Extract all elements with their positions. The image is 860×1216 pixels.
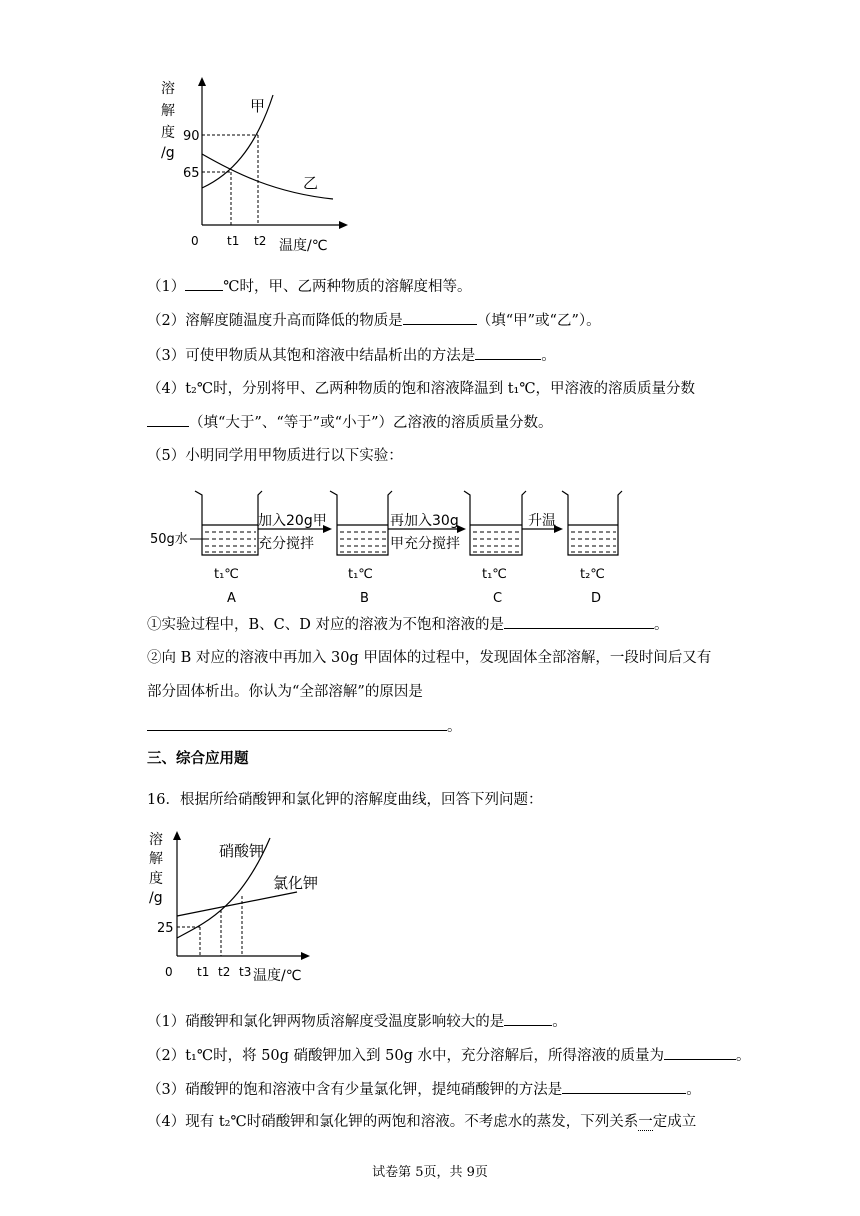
q16-p1: （1）硝酸钾和氯化钾两物质溶解度受温度影响较大的是 。 — [147, 1011, 567, 1032]
q15-s2a: ②向 B 对应的溶液中再加入 30g 甲固体的过程中，发现固体全部溶解，一段时间后又有 — [147, 650, 712, 666]
section-title: 三、综合应用题 — [147, 750, 249, 767]
answer-blank[interactable] — [562, 1079, 686, 1094]
y-label-4: /g — [161, 145, 175, 161]
label-d: D — [591, 591, 602, 606]
step1-line1: 加入20g甲 — [258, 513, 327, 529]
series-kcl-label: 氯化钾 — [273, 874, 319, 892]
q15-s2b: 部分固体析出。你认为“全部溶解”的原因是 — [147, 684, 423, 700]
y-label-2: 解 — [161, 103, 175, 119]
temp-a: t₁℃ — [214, 567, 239, 582]
label-c: C — [493, 591, 503, 606]
step3-label: 升温 — [528, 513, 556, 529]
y-label-1: 溶 — [149, 832, 163, 848]
answer-blank[interactable] — [475, 345, 541, 360]
q15-s2c: 。 — [147, 716, 462, 737]
origin-label: 0 — [191, 234, 199, 248]
origin-label: 0 — [165, 965, 173, 979]
q16-p2: （2）t₁℃时，将 50g 硝酸钾加入到 50g 水中，充分溶解后，所得溶液的质量为 。 — [147, 1045, 751, 1066]
x-axis-label: 温度/℃ — [253, 968, 302, 984]
label-b: B — [360, 591, 369, 606]
solubility-chart-2 — [145, 828, 335, 988]
x-tick-t2: t2 — [254, 234, 267, 248]
series-kno3-label: 硝酸钾 — [219, 842, 265, 860]
answer-blank[interactable] — [504, 614, 654, 629]
series-yi-label: 乙 — [303, 174, 319, 192]
water-label: 50g水 — [150, 532, 188, 547]
q15-p1: （1） ℃时，甲、乙两种物质的溶解度相等。 — [147, 276, 471, 297]
curve-kcl — [177, 892, 297, 916]
solubility-chart-1 — [155, 75, 355, 260]
y-label-3: 度 — [149, 871, 163, 887]
step2-line2: 甲充分搅拌 — [390, 536, 460, 552]
experiment-diagram — [150, 485, 650, 610]
temp-d: t₂℃ — [580, 567, 605, 582]
q16-p4: （4）现有 t₂℃时硝酸钾和氯化钾的两饱和溶液。不考虑水的蒸发，下列关系一定成立 — [147, 1114, 697, 1130]
q15-p5: （5）小明同学用甲物质进行以下实验： — [147, 448, 403, 464]
q15-p4b: （填“大于”、“等于”或“小于”）乙溶液的溶质质量分数。 — [147, 412, 552, 433]
page-footer: 试卷第 5页，共 9页 — [372, 1165, 488, 1180]
label-a: A — [227, 591, 236, 606]
answer-blank[interactable] — [403, 310, 477, 325]
y-label-2: 解 — [149, 851, 163, 867]
x-tick-t1: t1 — [227, 234, 240, 248]
y-tick-65: 65 — [183, 166, 200, 181]
q16-p3: （3）硝酸钾的饱和溶液中含有少量氯化钾，提纯硝酸钾的方法是 。 — [147, 1079, 701, 1100]
answer-blank[interactable] — [664, 1045, 736, 1060]
step2-line1: 再加入30g — [390, 513, 459, 529]
emphasis-mark: 一 — [638, 1114, 653, 1130]
y-tick-90: 90 — [183, 129, 200, 144]
answer-blank[interactable] — [147, 716, 447, 731]
x-tick-t1: t1 — [197, 965, 210, 979]
temp-c: t₁℃ — [482, 567, 507, 582]
step1-line2: 充分搅拌 — [258, 536, 314, 552]
temp-b: t₁℃ — [348, 567, 373, 582]
answer-blank[interactable] — [147, 412, 189, 427]
q15-p3: （3）可使甲物质从其饱和溶液中结晶析出的方法是 。 — [147, 345, 556, 366]
answer-blank[interactable] — [504, 1011, 552, 1026]
y-tick-25: 25 — [157, 921, 174, 936]
x-tick-t2: t2 — [218, 965, 231, 979]
y-label-4: /g — [149, 890, 163, 906]
series-jia-label: 甲 — [250, 97, 266, 115]
q15-p2: （2）溶解度随温度升高而降低的物质是 （填“甲”或“乙”）。 — [147, 310, 601, 331]
q16-intro: 16．根据所给硝酸钾和氯化钾的溶解度曲线，回答下列问题： — [147, 792, 543, 808]
answer-blank[interactable] — [185, 276, 223, 291]
q15-p4a: （4）t₂℃时，分别将甲、乙两种物质的饱和溶液降温到 t₁℃，甲溶液的溶质质量分数 — [147, 381, 696, 397]
x-axis-label: 温度/℃ — [279, 238, 328, 254]
x-tick-t3: t3 — [239, 965, 252, 979]
q15-s1: ①实验过程中，B、C、D 对应的溶液为不饱和溶液的是 。 — [147, 614, 668, 635]
y-label-3: 度 — [161, 125, 175, 141]
y-label-1: 溶 — [161, 81, 175, 97]
